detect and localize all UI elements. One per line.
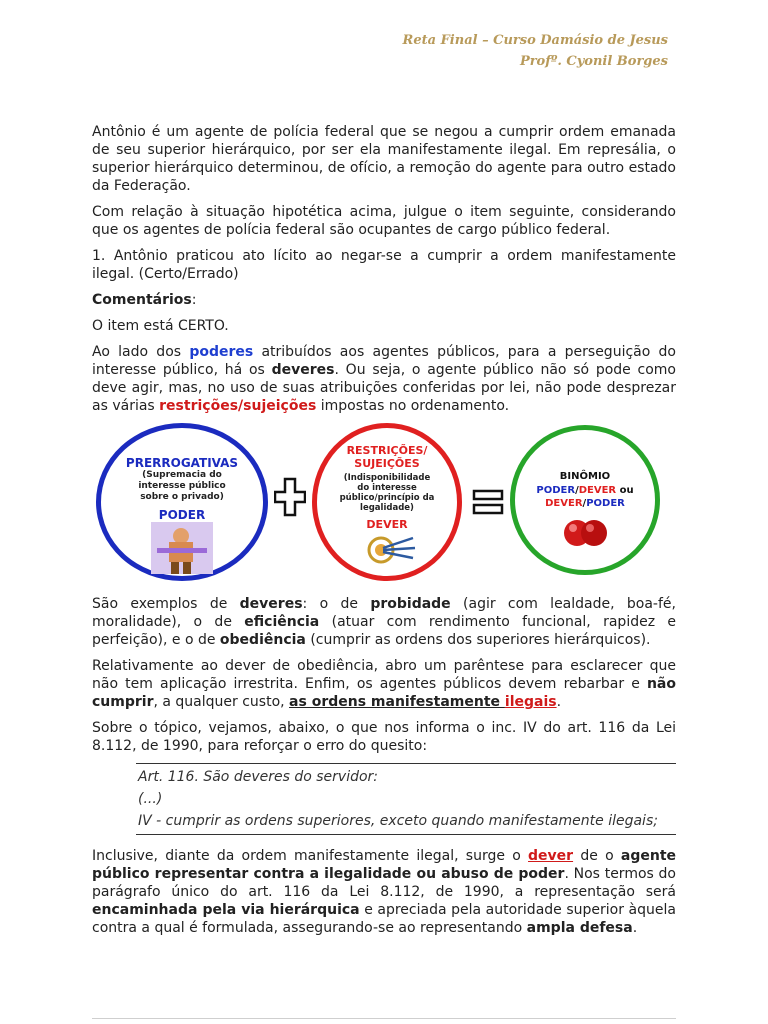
footer-divider: [92, 1018, 676, 1019]
poder-label: PODER: [158, 508, 206, 522]
prerogatives-subtitle: (Supremacia do interesse público sobre o privado): [138, 470, 226, 502]
powers-duties-diagram: [92, 423, 676, 583]
course-title: Reta Final – Curso Damásio de Jesus: [402, 33, 668, 48]
comments-heading: Comentários:: [92, 292, 197, 308]
binomial-circle: [510, 425, 660, 575]
instruction-paragraph: Com relação à situação hipotética acima, julgue o item seguinte, considerando que os agentes de polícia federal são ocupantes de cargo público federal.: [92, 204, 676, 238]
duties-examples-paragraph: São exemplos de deveres: o de probidade (agir com lealdade, boa-fé, moralidade), o de eficiência (atuar com rendimento funcional, rapidez e perfeição), e o de obediência (cumprir as ordens dos superiores hierárquicos).: [92, 596, 677, 648]
binomial-title: BINÔMIO: [559, 471, 611, 482]
law-reference-paragraph: Sobre o tópico, vejamos, abaixo, o que nos informa o inc. IV do art. 116 da Lei 8.112, de 1990, para reforçar o erro do quesito:: [92, 720, 676, 754]
document-body: [92, 123, 676, 945]
quote-line-1: Art. 116. São deveres do servidor:: [138, 769, 379, 785]
target-icon: [367, 532, 419, 564]
quote-line-3: IV - cumprir as ordens superiores, exceto quando manifestamente ilegais;: [138, 813, 658, 829]
question-item: 1. Antônio praticou ato lícito ao negar-se a cumprir a ordem manifestamente ilegal. (Certo/Errado): [92, 248, 676, 282]
restrictions-circle: [312, 423, 462, 581]
law-quote: [136, 763, 676, 835]
professor-name: Profº. Cyonil Borges: [519, 54, 668, 69]
restrictions-subtitle: (Indisponibilidade do interesse público/princípio da legalidade): [339, 473, 435, 513]
restrictions-title: RESTRIÇÕES/ SUJEIÇÕES: [346, 444, 428, 470]
quote-line-2: (...): [138, 791, 163, 807]
dever-label: DEVER: [366, 518, 408, 531]
binomial-line1: PODER/DEVER ou: [536, 485, 634, 496]
obedience-paragraph: Relativamente ao dever de obediência, abro um parêntese para esclarecer que não tem aplicação irrestrita. Enfim, os agentes públicos devem rebarbar e não cumprir, a qualquer custo, as ordens manifestamente ilegais.: [92, 658, 676, 710]
plus-icon: [274, 477, 306, 517]
scenario-paragraph: Antônio é um agente de polícia federal que se negou a cumprir ordem emanada de seu superior hierárquico, por ser ela manifestamente ilegal. Em represália, o superior hierárquico determinou, de ofício, a remoção do agente para outro estado da Federação.: [92, 124, 676, 194]
page-header: [403, 30, 668, 72]
answer-line: O item está CERTO.: [92, 318, 229, 334]
prerogatives-title: PRERROGATIVAS: [125, 456, 239, 470]
binomial-line2: DEVER/PODER: [545, 498, 625, 509]
hero-illustration: [151, 522, 213, 574]
molecule-icon: [563, 516, 609, 550]
powers-paragraph: Ao lado dos poderes atribuídos aos agentes públicos, para a perseguição do interesse público, há os deveres. Ou seja, o agente público não só pode como deve agir, mas, no uso de suas atribuições conferidas por lei, não pode desprezar as várias restrições/sujeições impostas no ordenamento.: [92, 344, 676, 414]
representation-paragraph: Inclusive, diante da ordem manifestamente ilegal, surge o dever de o agente público representar contra a ilegalidade ou abuso de poder. Nos termos do parágrafo único do art. 116 da Lei 8.112, de 1990, a representação será encaminhada pela via hierárquica e apreciada pela autoridade superior àquela contra a qual é formulada, assegurando-se ao representando ampla defesa.: [92, 848, 677, 936]
prerogatives-circle: [96, 423, 268, 581]
equals-icon: [472, 487, 504, 517]
